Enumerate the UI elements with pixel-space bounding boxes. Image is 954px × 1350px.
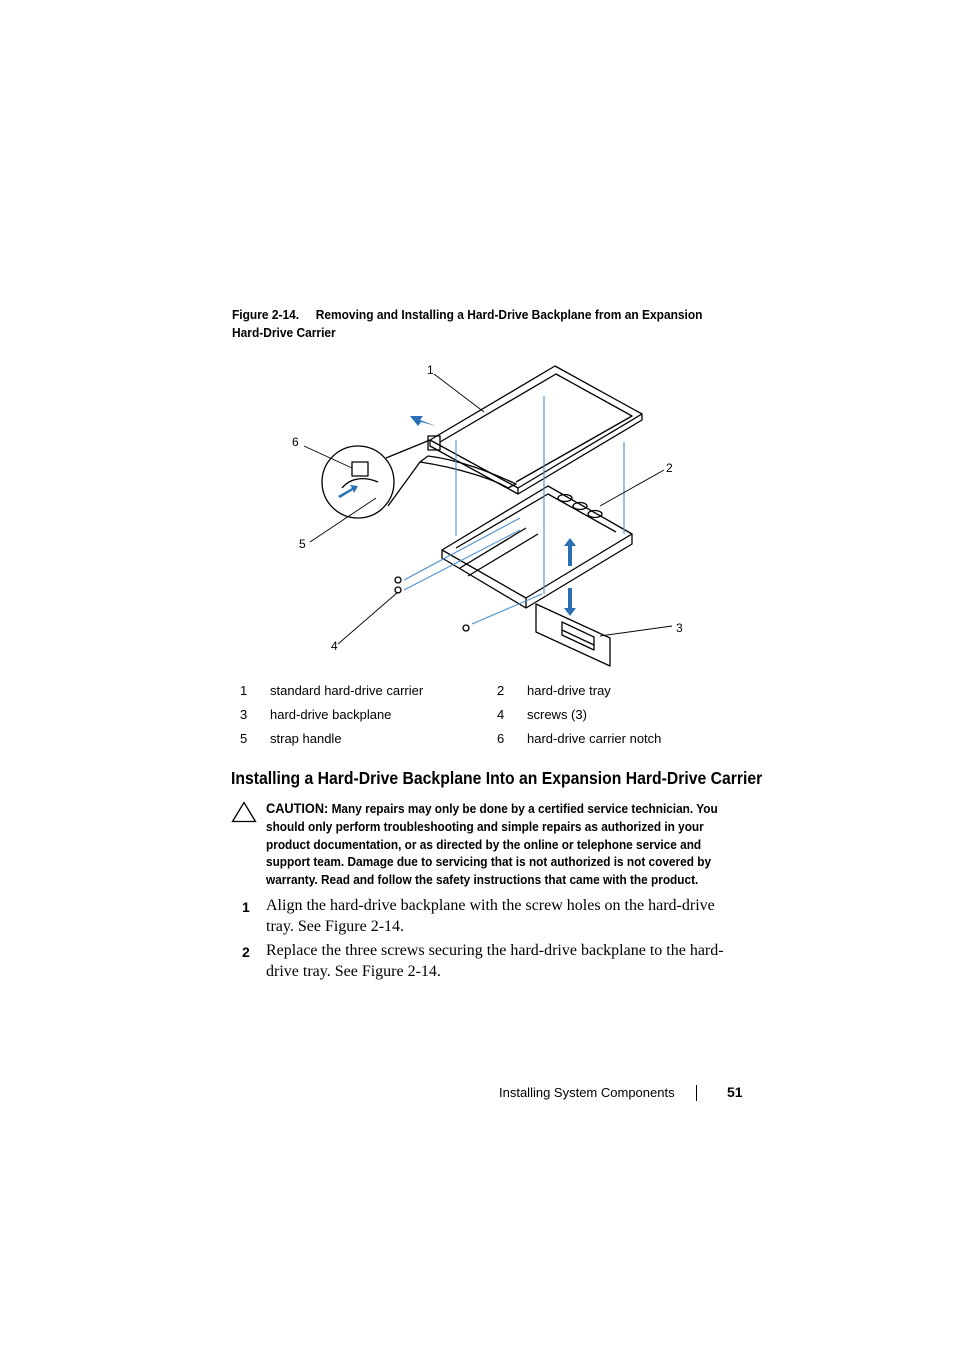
step-number: 1 <box>242 899 250 915</box>
legend-label: screws (3) <box>527 707 587 722</box>
caution-note <box>266 800 739 889</box>
step-text: Align the hard-drive backplane with the screw holes on the hard-drive tray. See Figure 2-14. <box>266 897 715 935</box>
caution-text: Many repairs may only be done by a certified service technician. You should only perform troubleshooting and simple repairs as authorized in your product documentation, or as directed by the online or telephone service and support team. Damage due to servicing that is not authorized is not covered by warranty. Read and follow the safety instructions that came with the product. <box>266 801 718 888</box>
legend-number: 1 <box>240 683 248 698</box>
callout-6: 6 <box>292 435 299 449</box>
figure-title: Removing and Installing a Hard-Drive Backplane from an Expansion Hard-Drive Carrier <box>232 307 703 340</box>
footer-section: Installing System Components <box>499 1085 675 1100</box>
arrow-icon <box>564 588 576 616</box>
legend-number: 3 <box>240 707 248 722</box>
step-text: Replace the three screws securing the hard-drive backplane to the hard-drive tray. See Figure 2-14. <box>266 942 724 980</box>
callout-2: 2 <box>666 461 673 475</box>
tray-outline <box>442 486 632 598</box>
legend-label: hard-drive tray <box>527 683 611 698</box>
leader-line <box>600 470 664 506</box>
legend-row <box>232 707 752 727</box>
figure-illustration <box>280 358 700 678</box>
legend-number: 6 <box>497 731 505 746</box>
legend-label: strap handle <box>270 731 342 746</box>
legend-number: 5 <box>240 731 248 746</box>
page-footer <box>480 1083 750 1103</box>
figure-caption <box>232 306 710 342</box>
legend-row <box>232 731 752 751</box>
leader-line <box>338 592 398 644</box>
section-heading: Installing a Hard-Drive Backplane Into an Expansion Hard-Drive Carrier <box>231 768 763 788</box>
caution-icon <box>231 801 257 823</box>
callout-5: 5 <box>299 537 306 551</box>
callout-3: 3 <box>676 621 683 635</box>
carrier-outline <box>430 366 642 488</box>
leader-line <box>434 374 484 412</box>
guide-line <box>404 530 520 590</box>
figure-number: Figure 2-14. <box>232 307 300 322</box>
leader-line <box>304 446 352 468</box>
page-number: 51 <box>727 1084 743 1100</box>
legend-number: 2 <box>497 683 505 698</box>
callout-4: 4 <box>331 639 338 653</box>
legend-label: standard hard-drive carrier <box>270 683 424 698</box>
detail-magnifier <box>322 446 394 518</box>
caution-label: CAUTION: <box>266 800 329 816</box>
footer-divider <box>696 1085 697 1101</box>
legend-label: hard-drive backplane <box>270 707 392 722</box>
guide-line <box>404 518 520 580</box>
step-number: 2 <box>242 944 250 960</box>
arrow-icon <box>410 416 436 426</box>
arrow-icon <box>564 538 576 566</box>
guide-line <box>472 594 542 624</box>
callout-1: 1 <box>427 363 434 377</box>
screw <box>395 577 401 583</box>
screw <box>463 625 469 631</box>
leader-line <box>600 626 672 636</box>
arrow-icon <box>338 485 358 498</box>
leader-line <box>310 498 376 542</box>
legend-row <box>232 683 752 703</box>
hard-drive-backplane-diagram <box>280 358 700 678</box>
legend-label: hard-drive carrier notch <box>527 731 662 746</box>
legend-number: 4 <box>497 707 505 722</box>
